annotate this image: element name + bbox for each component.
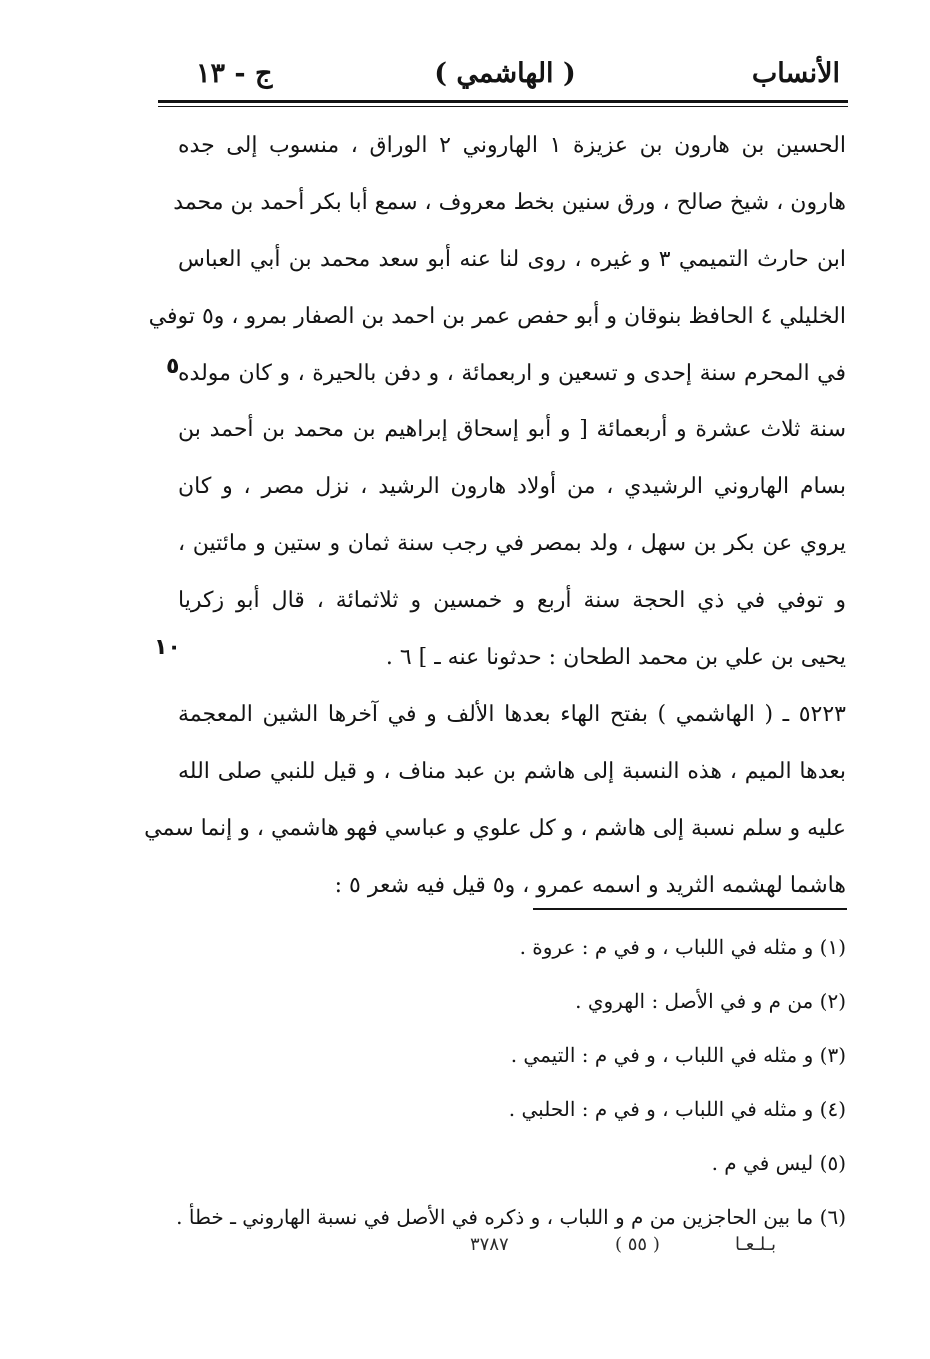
line-number-10: ١٠	[154, 635, 181, 660]
footnote: (٣) و مثله في اللباب ، و في م : التيمي .	[510, 1043, 846, 1067]
entry-heading-line: ٥٢٢٣ ـ ( الهاشمي ) بفتح الهاء بعدها الألف و في آخرها الشين المعجمة	[178, 701, 846, 727]
footnote: (١) و مثله في اللباب ، و في م : عروة .	[519, 935, 846, 959]
footnotes	[178, 920, 846, 1244]
text-line: سنة ثلاث عشرة و أربعمائة [ و أبو إسحاق إبراهيم بن محمد بن أحمد بن	[178, 417, 846, 443]
text-line: الحسين بن هارون بن عزيزة ١ الهاروني ٢ الوراق ، منسوب إلى جده	[178, 133, 846, 158]
entry-title: ( الهاشمي )	[434, 58, 576, 89]
text-line: بسام الهاروني الرشيدي ، من أولاد هارون الرشيد ، نزل مصر ، و كان	[178, 474, 846, 500]
book-title: الأنساب	[751, 58, 840, 89]
text-line: في المحرم سنة إحدى و تسعين و اربعمائة ، و دفن بالحيرة ، و كان مولده	[178, 360, 846, 386]
footnote: (٦) ما بين الحاجزين من م و اللباب ، و ذكره في الأصل في نسبة الهاروني ـ خطأ .	[176, 1205, 846, 1229]
line-number-5: ٥	[166, 354, 180, 379]
footnote: (٤) و مثله في اللباب ، و في م : الحلبي .	[508, 1097, 846, 1121]
text-line: يحيى بن علي بن محمد الطحان : حدثونا عنه ـ ] ٦ .	[385, 645, 846, 671]
header-rule-thin	[158, 106, 848, 107]
text-line: هاشما لهشمه الثريد و اسمه عمرو ، و٥ قيل فيه شعر ٥ :	[334, 872, 846, 898]
volume-number: ج - ١٣	[196, 58, 273, 89]
catalog-number: ٣٧٨٧	[470, 1234, 509, 1255]
text-line: الخليلي ٤ الحافظ بنوقان و أبو حفص عمر بن احمد بن الصفار بمرو ، و٥ توفي	[148, 303, 846, 329]
text-line: ابن حارث التميمي ٣ و غيره ، روى لنا عنه أبو سعد محمد بن أبي العباس	[178, 246, 846, 272]
text-line: و توفي في ذي الحجة سنة أربع و خمسين و ثلاثمائة ، قال أبو زكريا	[178, 588, 846, 614]
footnote-rule	[533, 908, 847, 910]
text-line: هارون ، شيخ صالح ، ورق سنين بخط معروف ، سمع أبا بكر أحمد بن محمد	[173, 189, 846, 215]
page-header	[160, 50, 850, 96]
footnote: (٢) من م و في الأصل : الهروي .	[575, 989, 846, 1013]
sheet-number: ( ٥٥ )	[615, 1234, 660, 1255]
signature-mark: بـلـعـا	[735, 1234, 776, 1255]
text-line: عليه و سلم نسبة إلى هاشم ، و كل علوي و عباسي فهو هاشمي ، و إنما سمي	[144, 815, 846, 841]
footnote: (٥) ليس في م .	[711, 1151, 846, 1175]
text-line: بعدها الميم ، هذه النسبة إلى هاشم بن عبد مناف ، و قيل للنبي صلى الله	[178, 758, 846, 784]
text-line: يروي عن بكر بن سهل ، ولد بمصر في رجب سنة ثمان و ستين و مائتين ،	[178, 531, 846, 557]
header-rule	[158, 100, 848, 103]
